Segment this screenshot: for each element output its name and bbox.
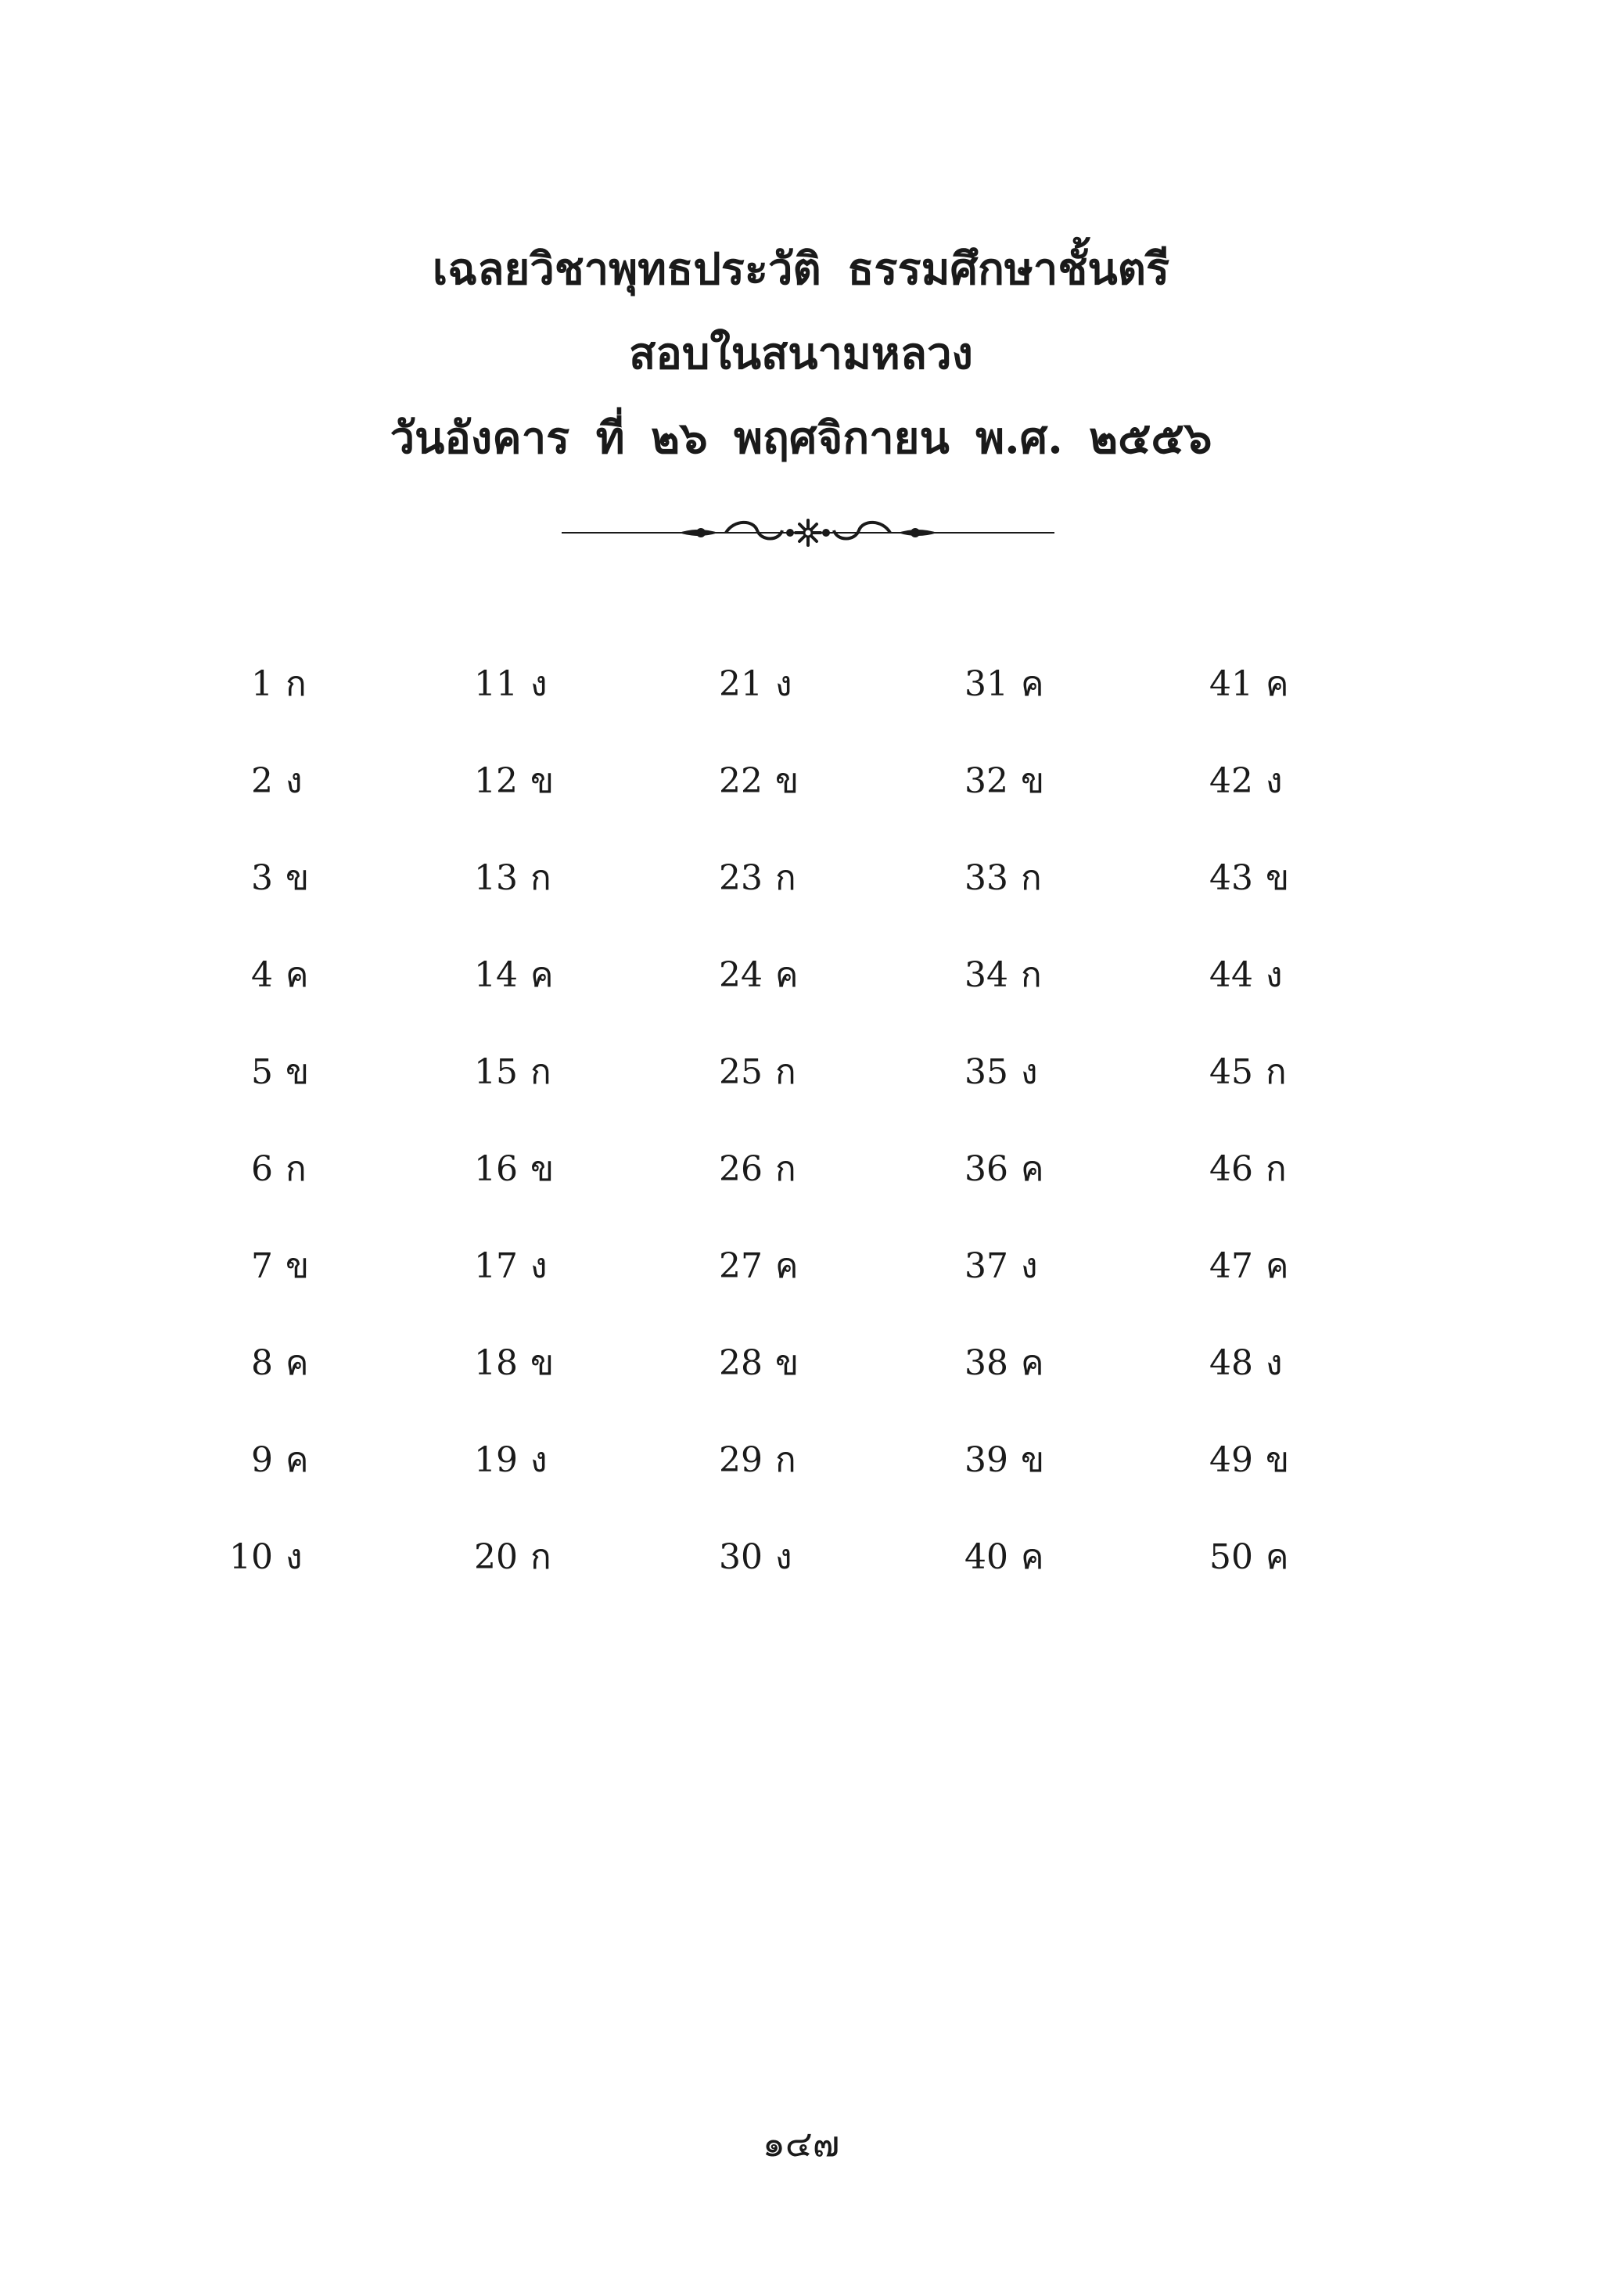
question-number: 24 [719, 955, 763, 995]
answer-item [924, 1235, 1080, 1332]
question-number: 17 [474, 1246, 518, 1286]
answer-option: ง [530, 1440, 548, 1480]
answer-item [1169, 847, 1325, 944]
question-number: 22 [719, 761, 763, 801]
answer-option: ข [1266, 858, 1290, 898]
answer-option: ค [775, 1246, 799, 1286]
question-number: 6 [251, 1149, 273, 1189]
question-number: 15 [474, 1052, 518, 1092]
answer-option: ค [286, 955, 309, 995]
answer-option: ก [530, 1052, 551, 1092]
answer-key-grid [0, 653, 1602, 1631]
answer-option: ข [286, 858, 310, 898]
question-number: 26 [719, 1149, 763, 1189]
answer-option: ค [530, 955, 554, 995]
answer-option: ค [775, 955, 799, 995]
question-number: 43 [1209, 858, 1253, 898]
answer-option: ข [1266, 1440, 1290, 1480]
answer-item [189, 1332, 345, 1429]
answer-option: ข [1021, 761, 1045, 801]
answer-option: ค [1021, 664, 1044, 704]
answer-item [189, 1138, 345, 1235]
question-number: 28 [719, 1343, 763, 1383]
answer-item [1169, 1041, 1325, 1138]
answer-column-5 [1169, 653, 1325, 1623]
answer-option: ก [775, 1440, 796, 1480]
answer-option: ง [1021, 1052, 1038, 1092]
answer-item [433, 1429, 590, 1526]
answer-item [924, 944, 1080, 1041]
answer-column-2 [433, 653, 590, 1623]
answer-option: ก [775, 1052, 796, 1092]
question-number: 33 [964, 858, 1008, 898]
answer-item [678, 750, 835, 847]
document-header [0, 227, 1602, 480]
question-number: 23 [719, 858, 763, 898]
answer-option: ค [286, 1343, 309, 1383]
question-number: 44 [1209, 955, 1253, 995]
question-number: 11 [474, 664, 518, 704]
answer-option: ค [286, 1440, 309, 1480]
question-number: 20 [474, 1537, 518, 1577]
page-number: ๑๔๗ [762, 2122, 840, 2165]
answer-item [924, 1526, 1080, 1623]
answer-item [189, 1041, 345, 1138]
answer-option: ค [1266, 664, 1289, 704]
question-number: 35 [964, 1052, 1008, 1092]
answer-item [678, 1526, 835, 1623]
answer-item [1169, 1332, 1325, 1429]
answer-column-1 [189, 653, 345, 1623]
answer-option: ง [530, 664, 548, 704]
answer-option: ง [1266, 1343, 1283, 1383]
answer-item [924, 1041, 1080, 1138]
answer-option: ก [775, 1149, 796, 1189]
answer-item [1169, 1138, 1325, 1235]
answer-item [433, 944, 590, 1041]
answer-item [924, 1429, 1080, 1526]
answer-option: ง [286, 761, 303, 801]
question-number: 3 [251, 858, 273, 898]
question-number: 49 [1209, 1440, 1253, 1480]
answer-item [1169, 750, 1325, 847]
answer-option: ก [286, 664, 307, 704]
question-number: 10 [229, 1537, 273, 1577]
question-number: 37 [964, 1246, 1008, 1286]
answer-item [189, 1235, 345, 1332]
question-number: 31 [964, 664, 1008, 704]
question-number: 32 [964, 761, 1008, 801]
answer-item [1169, 653, 1325, 750]
answer-item [1169, 1235, 1325, 1332]
answer-item [1169, 1429, 1325, 1526]
question-number: 30 [719, 1537, 763, 1577]
answer-item [924, 653, 1080, 750]
answer-option: ก [1266, 1149, 1287, 1189]
question-number: 9 [251, 1440, 273, 1480]
answer-item [433, 1041, 590, 1138]
answer-column-3 [678, 653, 835, 1623]
floral-divider-ornament-icon [562, 513, 1054, 552]
answer-option: ข [530, 761, 555, 801]
answer-item [433, 847, 590, 944]
answer-option: ข [286, 1052, 310, 1092]
answer-item [678, 653, 835, 750]
answer-option: ก [1021, 858, 1042, 898]
answer-item [189, 944, 345, 1041]
answer-item [924, 750, 1080, 847]
answer-option: ข [1021, 1440, 1045, 1480]
title-exam-venue: สอบในสนามหลวง [629, 328, 973, 379]
answer-item [433, 1526, 590, 1623]
question-number: 46 [1209, 1149, 1253, 1189]
answer-option: ก [286, 1149, 307, 1189]
answer-item [189, 750, 345, 847]
answer-option: ง [1266, 761, 1283, 801]
answer-option: ง [1266, 955, 1283, 995]
answer-option: ก [530, 858, 551, 898]
title-subject: เฉลยวิชาพุทธประวัติ ธรรมศึกษาชั้นตรี [432, 243, 1170, 295]
answer-item [189, 847, 345, 944]
answer-item [189, 1429, 345, 1526]
answer-item [924, 1138, 1080, 1235]
answer-item [678, 847, 835, 944]
answer-option: ก [1021, 955, 1042, 995]
question-number: 2 [251, 761, 273, 801]
answer-item [678, 1235, 835, 1332]
answer-item [433, 653, 590, 750]
question-number: 12 [474, 761, 518, 801]
answer-item [189, 1526, 345, 1623]
answer-option: ง [286, 1537, 303, 1577]
question-number: 25 [719, 1052, 763, 1092]
answer-option: ค [1021, 1343, 1044, 1383]
question-number: 13 [474, 858, 518, 898]
answer-item [678, 1138, 835, 1235]
answer-item [433, 1235, 590, 1332]
answer-option: ข [530, 1343, 555, 1383]
question-number: 8 [251, 1343, 273, 1383]
answer-item [678, 1041, 835, 1138]
answer-item [1169, 944, 1325, 1041]
question-number: 27 [719, 1246, 763, 1286]
question-number: 41 [1209, 664, 1253, 704]
answer-option: ก [775, 858, 796, 898]
question-number: 21 [719, 664, 763, 704]
answer-option: ก [530, 1537, 551, 1577]
question-number: 16 [474, 1149, 518, 1189]
answer-column-4 [924, 653, 1080, 1623]
question-number: 48 [1209, 1343, 1253, 1383]
answer-option: ง [775, 1537, 792, 1577]
answer-item [678, 1332, 835, 1429]
answer-item [924, 847, 1080, 944]
question-number: 42 [1209, 761, 1253, 801]
question-number: 14 [474, 955, 518, 995]
answer-item [1169, 1526, 1325, 1623]
answer-option: ข [775, 761, 799, 801]
answer-option: ง [775, 664, 792, 704]
question-number: 45 [1209, 1052, 1253, 1092]
answer-item [678, 1429, 835, 1526]
answer-option: ค [1021, 1537, 1044, 1577]
question-number: 29 [719, 1440, 763, 1480]
question-number: 4 [251, 955, 273, 995]
question-number: 18 [474, 1343, 518, 1383]
question-number: 39 [964, 1440, 1008, 1480]
question-number: 50 [1209, 1537, 1253, 1577]
answer-item [433, 1138, 590, 1235]
answer-option: ค [1021, 1149, 1044, 1189]
answer-option: ค [1266, 1246, 1289, 1286]
title-exam-date: วันอังคาร ที่ ๒๖ พฤศจิกายน พ.ศ. ๒๕๕๖ [390, 412, 1212, 464]
answer-item [189, 653, 345, 750]
answer-option: ง [1021, 1246, 1038, 1286]
answer-item [433, 750, 590, 847]
question-number: 5 [251, 1052, 273, 1092]
answer-option: ง [530, 1246, 548, 1286]
question-number: 19 [474, 1440, 518, 1480]
question-number: 7 [251, 1246, 273, 1286]
answer-item [433, 1332, 590, 1429]
question-number: 34 [964, 955, 1008, 995]
answer-option: ข [530, 1149, 555, 1189]
question-number: 38 [964, 1343, 1008, 1383]
answer-option: ข [286, 1246, 310, 1286]
answer-item [678, 944, 835, 1041]
answer-item [924, 1332, 1080, 1429]
question-number: 1 [251, 664, 273, 704]
question-number: 47 [1209, 1246, 1253, 1286]
answer-option: ก [1266, 1052, 1287, 1092]
question-number: 36 [964, 1149, 1008, 1189]
answer-option: ข [775, 1343, 799, 1383]
question-number: 40 [964, 1537, 1008, 1577]
answer-option: ค [1266, 1537, 1289, 1577]
